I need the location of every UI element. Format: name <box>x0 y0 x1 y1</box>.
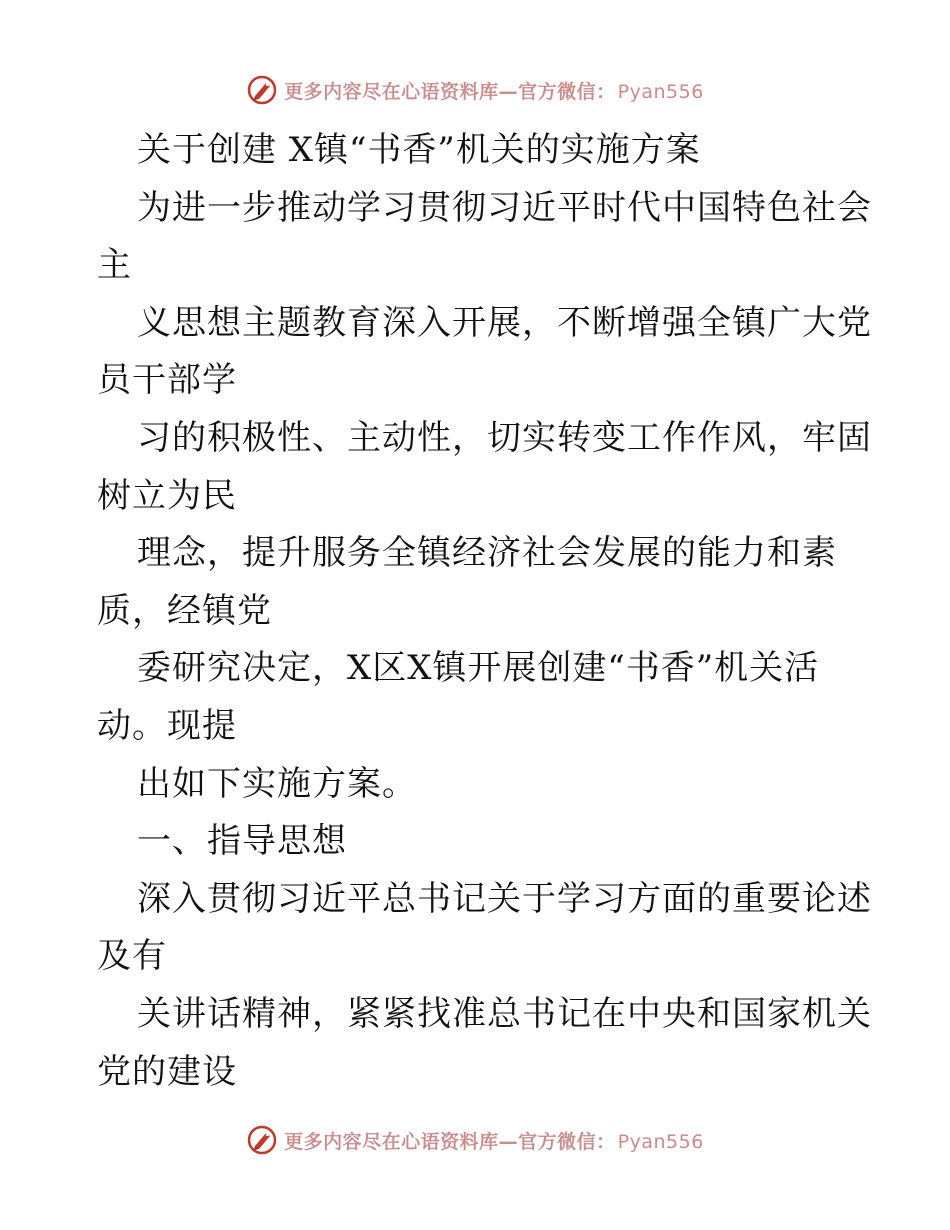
watermark-wechat-id: Pyan556 <box>617 80 704 103</box>
watermark-text: 更多内容尽在心语资料库—官方微信： Pyan556 <box>284 80 704 103</box>
paragraph-line: 关讲话精神，紧紧找准总书记在中央和国家机关 <box>137 993 872 1034</box>
paragraph-line: 树立为民 <box>97 475 237 516</box>
footer-watermark <box>0 1120 950 1160</box>
document-title: 关于创建 X镇“书香”机关的实施方案 <box>137 130 701 170</box>
pen-logo-icon <box>246 1124 278 1156</box>
paragraph-line: 深入贯彻习近平总书记关于学习方面的重要论述 <box>137 878 872 919</box>
header-watermark <box>0 70 950 110</box>
paragraph-line: 一、指导思想 <box>137 821 347 862</box>
pen-logo-icon <box>246 74 278 106</box>
paragraph-line: 出如下实施方案。 <box>137 763 417 804</box>
paragraph-line: 习的积极性、主动性，切实转变工作作风，牢固 <box>137 417 872 458</box>
paragraph-line: 动。现提 <box>97 705 237 746</box>
paragraph-line: 质，经镇党 <box>97 590 272 631</box>
paragraph-line: 员干部学 <box>97 360 237 401</box>
document-body <box>97 122 872 1101</box>
paragraph-line: 及有 <box>97 936 167 977</box>
paragraph-line: 理念，提升服务全镇经济社会发展的能力和素 <box>137 533 837 574</box>
paragraph-line: 为进一步推动学习贯彻习近平时代中国特色社会 <box>137 187 872 228</box>
paragraph-line: 党的建设 <box>97 1051 237 1092</box>
watermark-wechat-id: Pyan556 <box>617 1130 704 1153</box>
paragraph-line: 主 <box>97 245 132 286</box>
paragraph-line: 委研究决定，X区X镇开展创建“书香”机关活 <box>137 648 820 689</box>
paragraph-line: 义思想主题教育深入开展，不断增强全镇广大党 <box>137 302 872 343</box>
watermark-text: 更多内容尽在心语资料库—官方微信： Pyan556 <box>284 1130 704 1153</box>
